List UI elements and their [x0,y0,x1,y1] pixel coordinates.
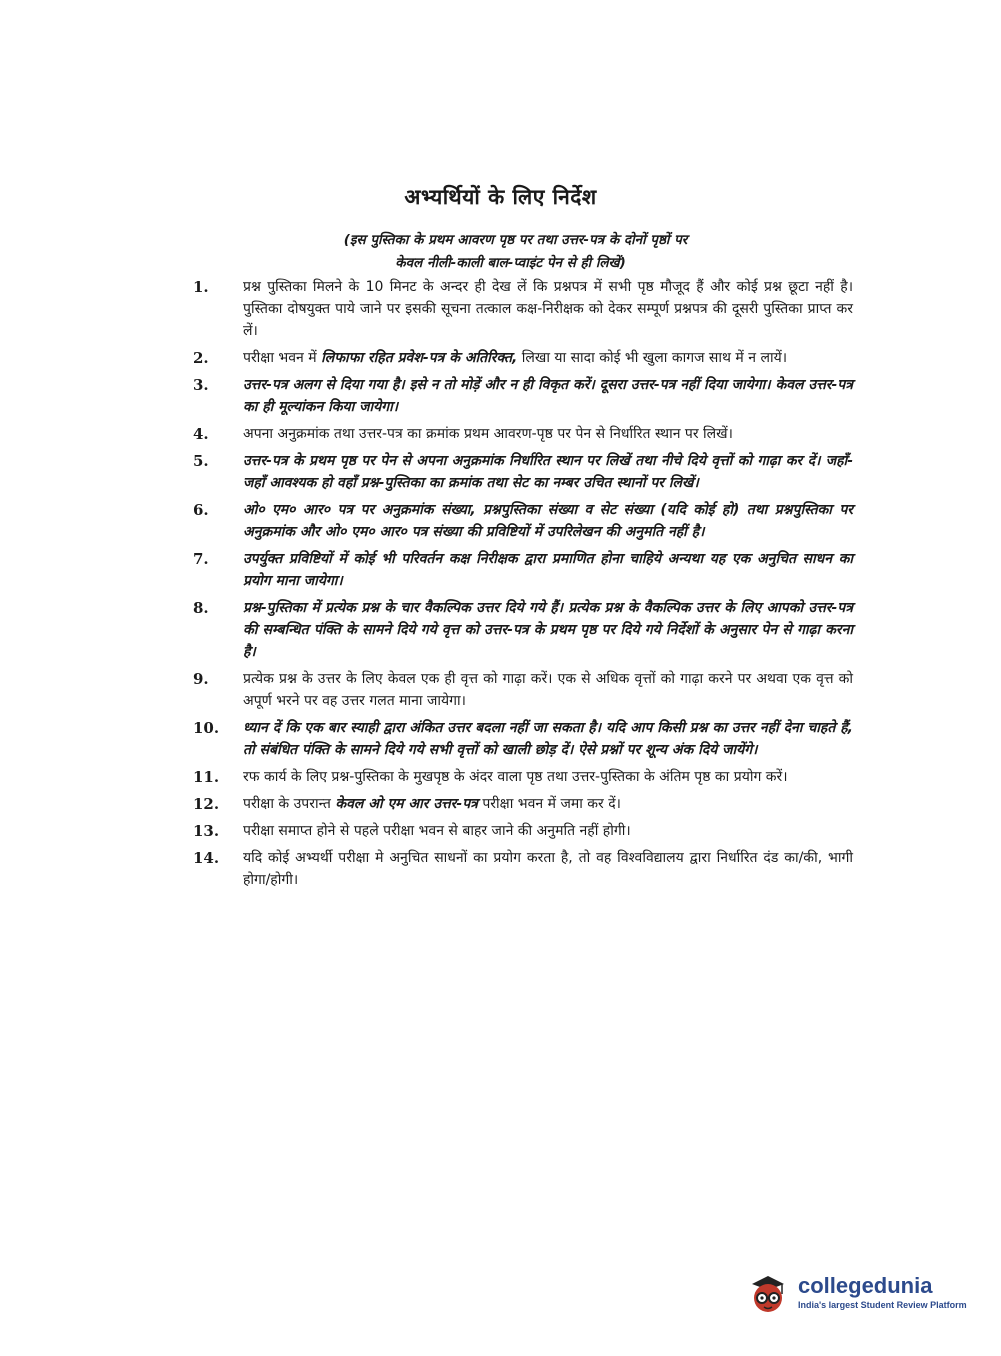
item-text: परीक्षा समाप्त होने से पहले परीक्षा भवन से बाहर जाने की अनुमति नहीं होगी। [243,823,631,839]
subtitle-line-1: (इस पुस्तिका के प्रथम आवरण पृष्ठ पर तथा उत्तर-पत्र के दोनों पृष्ठों पर [343,232,688,248]
item-text [243,793,853,815]
item-text-part: परीक्षा के उपरान्त [243,796,336,812]
instruction-item [193,820,853,842]
item-text: उपर्युक्त प्रविष्टियों में कोई भी परिवर्तन कक्ष निरीक्षक द्वारा प्रमाणित होना चाहिये अन्यथा यह एक अनुचित साधन का प्रयोग माना जायेगा। [243,551,853,589]
item-number: 3. [193,376,209,394]
item-number: 4. [193,425,209,443]
item-text [243,347,853,369]
instruction-item [193,276,853,342]
item-text: प्रश्न-पुस्तिका में प्रत्येक प्रश्न के चार वैकल्पिक उत्तर दिये गये हैं। प्रत्येक प्रश्न के वैकल्पिक उत्तर के लिए आपको उत्तर-पत्र की सम्बन्धित पंक्ति के सामने दिये गये वृत्त को उत्तर-पत्र के प्रथम पृष्ठ पर दिये गये निर्देशों के अनुसार पेन से गाढ़ा करना है। [243,600,853,660]
logo-text-block [798,1273,967,1311]
item-text: प्रत्येक प्रश्न के उत्तर के लिए केवल एक ही वृत्त को गाढ़ा करें। एक से अधिक वृत्तों को गाढ़ा करने पर अथवा एक वृत्त को अपूर्ण भरने पर वह उत्तर गलत माना जायेगा। [243,671,853,709]
item-text: अपना अनुक्रमांक तथा उत्तर-पत्र का क्रमांक प्रथम आवरण-पृष्ठ पर पेन से निर्धारित स्थान पर लिखें। [243,426,733,442]
item-number: 14. [193,849,220,867]
item-text: प्रश्न पुस्तिका मिलने के 10 मिनट के अन्दर ही देख लें कि प्रश्नपत्र में सभी पृष्ठ मौजूद हैं और कोई प्रश्न छूटा नहीं है। पुस्तिका दोषयुक्त पाये जाने पर इसकी सूचना तत्काल कक्ष-निरीक्षक को देकर सम्पूर्ण प्रश्नपत्र की दूसरी पुस्तिका प्राप्त कर लें। [243,279,853,339]
subtitle-line-2: केवल नीली-काली बाल-प्वाइंट पेन से ही लिखें) [395,255,626,271]
instruction-item [193,347,853,369]
item-number: 7. [193,550,209,568]
instruction-list [193,276,853,896]
instruction-item [193,374,853,418]
item-number: 12. [193,795,220,813]
instruction-item [193,597,853,663]
instruction-item [193,423,853,445]
item-number: 10. [193,719,220,737]
item-text: यदि कोई अभ्यर्थी परीक्षा मे अनुचित साधनों का प्रयोग करता है, तो वह विश्वविद्यालय द्वारा निर्धारित दंड का/की, भागी होगा/होगी। [243,850,853,888]
student-mascot-icon [742,1266,794,1318]
item-number: 1. [193,278,209,296]
item-number: 13. [193,822,220,840]
instruction-item [193,450,853,494]
instruction-item [193,548,853,592]
instruction-item [193,766,853,788]
item-text-emphasis: लिफाफा रहित प्रवेश-पत्र के अतिरिक्त, [321,350,518,366]
instruction-item [193,847,853,891]
item-number: 5. [193,452,209,470]
item-text-emphasis: केवल ओ एम आर उत्तर-पत्र [335,796,478,812]
brand-tagline: India's largest Student Review Platform [798,1300,967,1310]
item-text-part: लिखा या सादा कोई भी खुला कागज साथ में न लायें। [517,350,788,366]
instruction-item [193,793,853,815]
item-text-part: परीक्षा भवन में [243,350,322,366]
item-number: 9. [193,670,209,688]
page-title: अभ्यर्थियों के लिए निर्देश [404,185,597,209]
item-text: ओ० एम० आर० पत्र पर अनुक्रमांक संख्या, प्रश्नपुस्तिका संख्या व सेट संख्या (यदि कोई हो) तथा प्रश्नपुस्तिका पर अनुक्रमांक और ओ० एम० आर० पत्र संख्या की प्रविष्टियों में उपरिलेखन की अनुमति नहीं है। [243,502,853,540]
item-text-part: परीक्षा भवन में जमा कर दें। [477,796,621,812]
item-text: ध्यान दें कि एक बार स्याही द्वारा अंकित उत्तर बदला नहीं जा सकता है। यदि आप किसी प्रश्न का उत्तर नहीं देना चाहते हैं, तो संबंधित पंक्ति के सामने दिये गये सभी वृत्तों को खाली छोड़ दें। ऐसे प्रश्नों पर शून्य अंक दिये जायेंगे। [243,720,853,758]
instruction-item [193,668,853,712]
instruction-item [193,717,853,761]
instruction-item [193,499,853,543]
item-number: 2. [193,349,209,367]
item-number: 6. [193,501,209,519]
item-text: उत्तर-पत्र के प्रथम पृष्ठ पर पेन से अपना अनुक्रमांक निर्धारित स्थान पर लिखें तथा नीचे दिये वृत्तों को गाढ़ा कर दें। जहाँ-जहाँ आवश्यक हो वहाँ प्रश्न-पुस्तिका का क्रमांक तथा सेट का नम्बर उचित स्थानों पर लिखें। [243,453,853,491]
item-text: रफ कार्य के लिए प्रश्न-पुस्तिका के मुखपृष्ठ के अंदर वाला पृष्ठ तथा उत्तर-पुस्तिका के अंतिम पृष्ठ का प्रयोग करें। [243,769,788,785]
collegedunia-watermark [742,1262,972,1322]
item-number: 8. [193,599,209,617]
item-text: उत्तर-पत्र अलग से दिया गया है। इसे न तो मोड़ें और न ही विकृत करें। दूसरा उत्तर-पत्र नहीं दिया जायेगा। केवल उत्तर-पत्र का ही मूल्यांकन किया जायेगा। [243,377,853,415]
brand-name: collegedunia [798,1273,933,1298]
item-number: 11. [193,768,220,786]
